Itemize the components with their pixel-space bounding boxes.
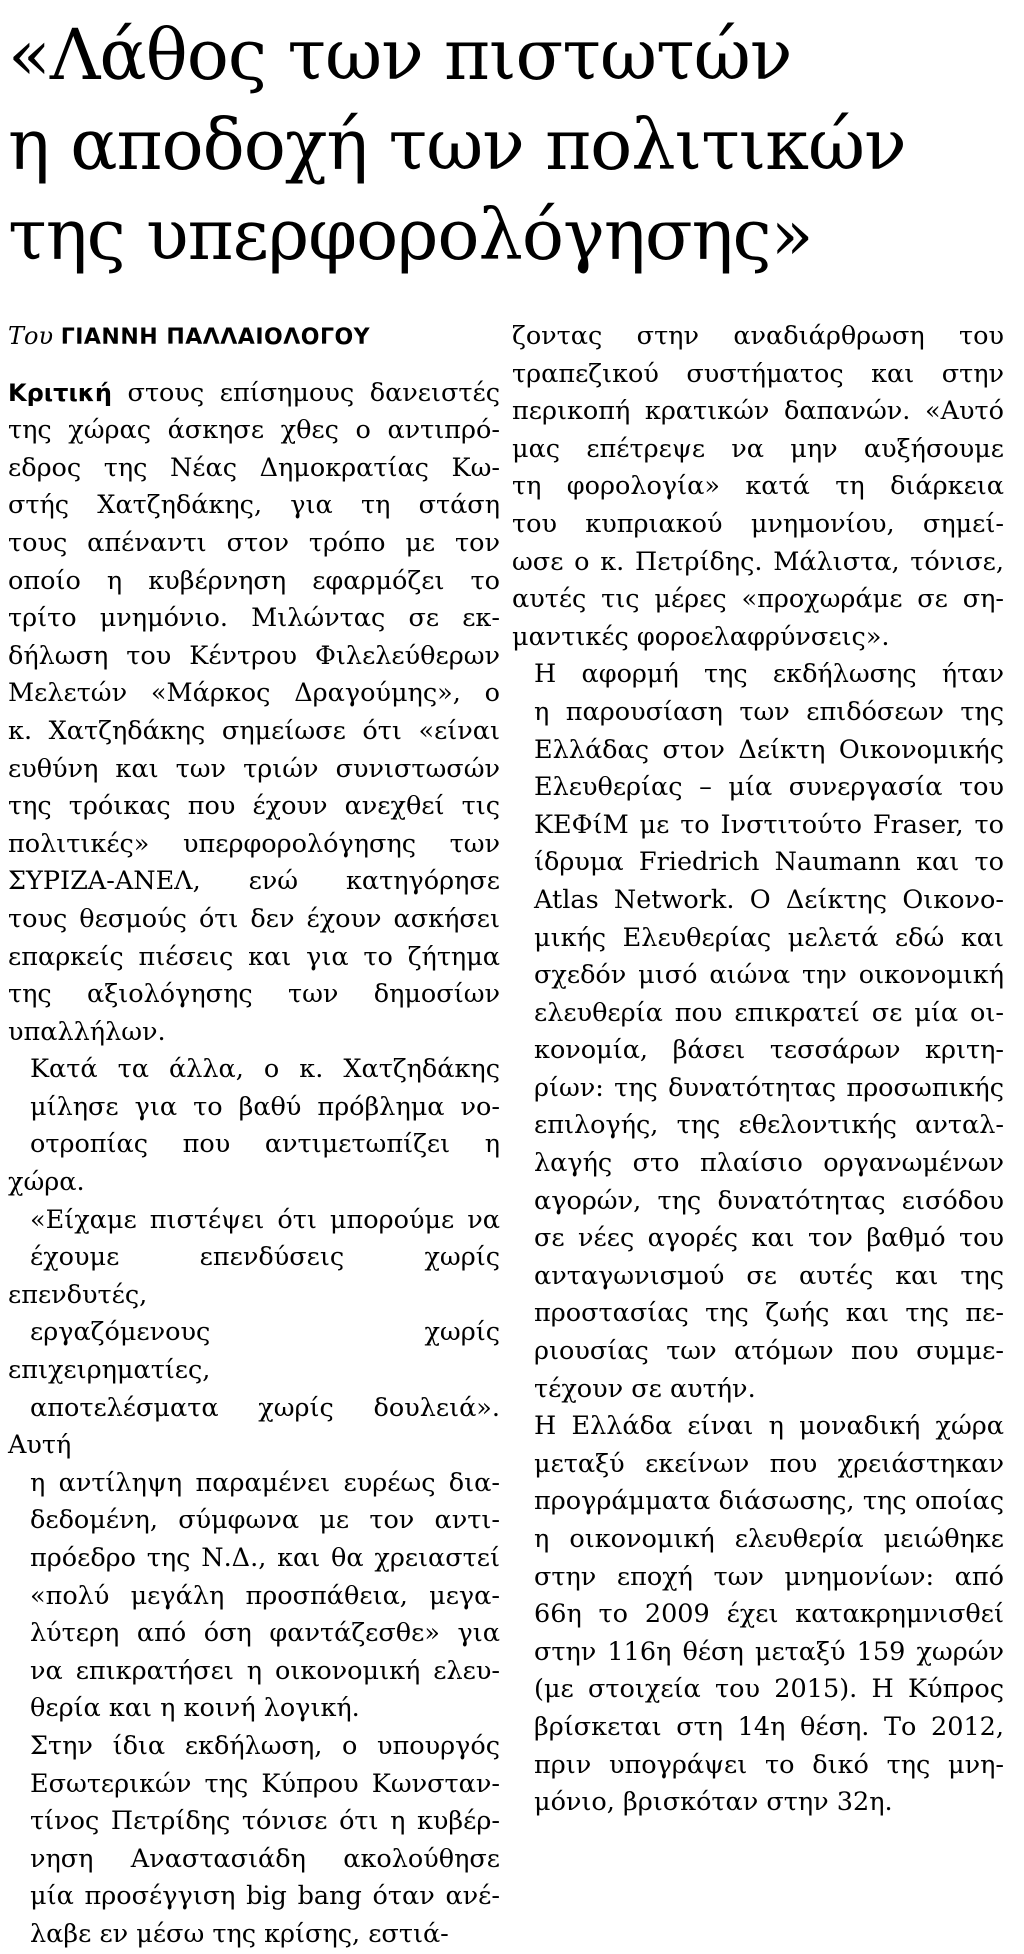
headline [8,0,1004,280]
paragraph-3: Στην ίδια εκδήλωση, ο υπουργός Εσωτερικών της Κύπρου Κωνσταν- τίνος Πετρίδης τόνισε ότι η κυβέρ- νηση Αναστασιάδη ακολούθησε μία προσέγγιση big bang όταν ανέ- λαβε εν μέσω της κρίσης, εστιά- [30,1730,500,1949]
lead-word: Κριτική [8,378,112,407]
headline-line-1: «Λάθος των πιστωτών [8,14,792,96]
headline-line-3: της υπερφορολόγησης» [8,194,813,276]
paragraph-2: Κατά τα άλλα, ο κ. Χατζηδάκης μίλησε για το βαθύ πρόβλημα νο- οτροπίας που αντιμετωπίζει η χώρα. «Είχαμε πιστέψει ότι μπορούμε να έχουμε επενδύσεις χωρίς επενδυτές, εργαζόμενους χωρίς επιχειρηματίες, αποτελέσματα χωρίς δουλειά». Αυτή η αντίληψη παραμένει ευρέως δια- δεδομένη, σύμφωνα με τον αντι- πρόεδρο της Ν.Δ., και θα χρειαστεί «πολύ μεγάλη προσπάθεια, μεγα- λύτερη από όση φαντάζεσθε» για να επικρατήσει η οικονομική ελευ- θερία και η κοινή λογική. [8,1054,500,1724]
byline [8,318,500,357]
byline-prefix: Του [8,322,54,350]
article-columns [8,318,1004,1954]
paragraph-5: Η Ελλάδα είναι η μοναδική χώρα μεταξύ εκείνων που χρειάστηκαν προγράμματα διάσωσης, της οποίας η οικονομική ελευθερία μειώθηκε στην εποχή των μνημονίων: από 66η το 2009 έχει κατακρημνισθεί στην 116η θέση μεταξύ 159 χωρών (με στοιχεία του 2015). Η Κύπρος βρίσκεται στη 14η θέση. Το 2012, πριν υπογράψει το δικό της μνη- μόνιο, βρισκόταν στην 32η. [534,1411,1004,1818]
article-column-left [8,318,500,1954]
paragraph-1: Κριτική στους επίσημους δανειστές της χώρας άσκησε χθες ο αντιπρό- εδρος της Νέας Δημοκρατίας Κω- στής Χατζηδάκης, για τη στάση τους απέναντι στον τρόπο με τον οποίο η κυβέρνηση εφαρμόζει το τρίτο μνημόνιο. Μιλώντας σε εκ- δήλωση του Κέντρου Φιλελεύθερων Μελετών «Μάρκος Δραγούμης», ο κ. Χατζηδάκης σημείωσε ότι «είναι ευθύνη και των τριών συνιστωσών της τρόικας που έχουν ανεχθεί τις πολιτικές» υπερφορολόγησης των ΣΥΡΙΖΑ-ΑΝΕΛ, ενώ κατηγόρησε τους θεσμούς ότι δεν έχουν ασκήσει επαρκείς πιέσεις και για το ζήτημα της αξιολόγησης των δημοσίων υπαλλήλων. [8,377,501,1047]
byline-author: ΓΙΑΝΝΗ ΠΑΛΛΑΙΟΛΟΓΟΥ [60,325,371,350]
headline-line-2: η αποδοχή των πολιτικών [8,104,906,186]
paragraph-3-continued: ζοντας στην αναδιάρθρωση του τραπεζικού συστήματος και στην περικοπή κρατικών δαπανών. «Αυτό μας επέτρεψε να μην αυξήσουμε τη φορολογία» κατά τη διάρκεια του κυπριακού μνημονίου, σημεί- ωσε ο κ. Πετρίδης. Μάλιστα, τόνισε, αυτές τις μέρες «προχωράμε σε ση- μαντικές φοροελαφρύνσεις». [512,321,1004,652]
article-column-right [512,318,1004,1954]
paragraph-4: Η αφορμή της εκδήλωσης ήταν η παρουσίαση των επιδόσεων της Ελλάδας στον Δείκτη Οικονομικής Ελευθερίας – μία συνεργασία του ΚΕΦίΜ με το Ινστιτούτο Fraser, το ίδρυμα Friedrich Naumann και το Atlas Network. Ο Δείκτης Οικονο- μικής Ελευθερίας μελετά εδώ και σχεδόν μισό αιώνα την οικονομική ελευθερία που επικρατεί σε μία οι- κονομία, βάσει τεσσάρων κριτη- ρίων: της δυνατότητας προσωπικής επιλογής, της εθελοντικής ανταλ- λαγής στο πλαίσιο οργανωμένων αγορών, της δυνατότητας εισόδου σε νέες αγορές και τον βαθμό του ανταγωνισμού σε αυτές και της προστασίας της ζωής και της πε- ριουσίας των ατόμων που συμμε- τέχουν σε αυτήν. [534,659,1004,1404]
paragraph-1-text: στους επίσημους δανειστές [127,377,501,408]
